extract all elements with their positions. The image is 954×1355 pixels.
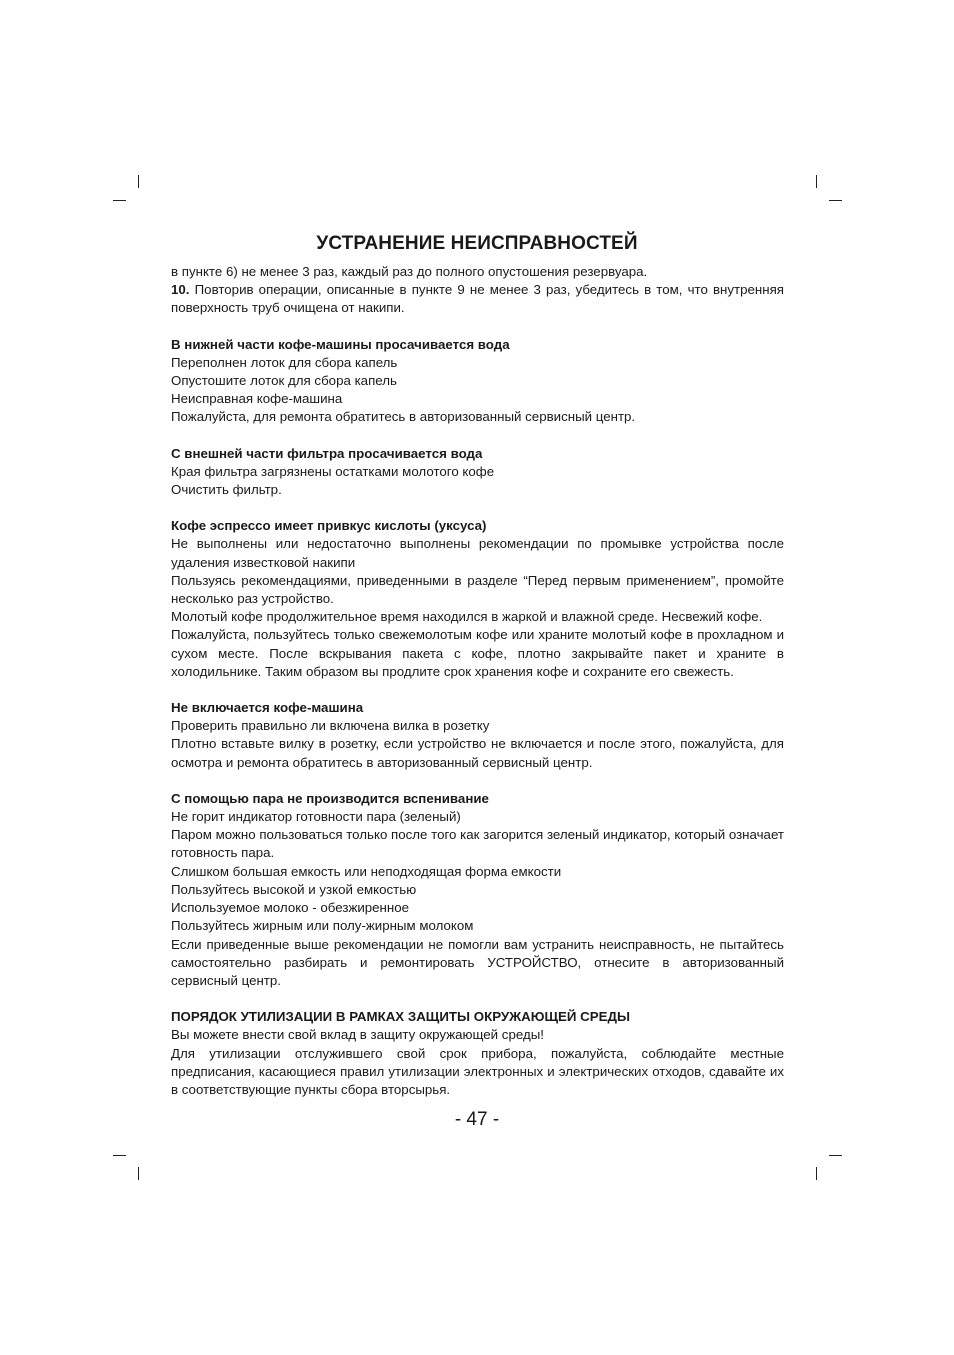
section-line: Опустошите лоток для сбора капель bbox=[171, 373, 397, 389]
section-disposal bbox=[171, 1008, 784, 1099]
page-title: УСТРАНЕНИЕ НЕИСПРАВНОСТЕЙ bbox=[316, 233, 638, 254]
section-heading: ПОРЯДОК УТИЛИЗАЦИИ В РАМКАХ ЗАЩИТЫ ОКРУЖАЮЩЕЙ СРЕДЫ bbox=[171, 1009, 631, 1025]
section-no-power bbox=[171, 699, 784, 772]
section-line: Плотно вставьте вилку в розетку, если устройство не включается и после этого, пожалуйста, для осмотра и ремонта обратитесь в авторизованный сервисный центр. bbox=[171, 736, 784, 770]
section-line: Не горит индикатор готовности пара (зеленый) bbox=[171, 809, 461, 825]
crop-mark-top-left-horizontal bbox=[113, 200, 126, 201]
section-line: Вы можете внести свой вклад в защиту окружающей среды! bbox=[171, 1027, 544, 1043]
section-water-filter bbox=[171, 445, 784, 500]
crop-mark-bottom-right-vertical bbox=[816, 1167, 817, 1180]
section-line: Переполнен лоток для сбора капель bbox=[171, 354, 398, 370]
section-line: Паром можно пользоваться только после того как загорится зеленый индикатор, который означает готовность пара. bbox=[171, 827, 784, 861]
section-line: Края фильтра загрязнены остатками молотого кофе bbox=[171, 463, 495, 479]
section-no-froth bbox=[171, 790, 784, 990]
crop-mark-bottom-left-horizontal bbox=[113, 1155, 126, 1156]
section-line: Неисправная кофе-машина bbox=[171, 391, 343, 407]
section-sour-taste bbox=[171, 517, 784, 681]
page-content bbox=[171, 263, 784, 1099]
section-line: Если приведенные выше рекомендации не помогли вам устранить неисправность, не пытайтесь самостоятельно разбирать и ремонтировать УСТРОЙСТВО, отнесите в авторизованный сервисный центр. bbox=[171, 936, 784, 988]
section-heading: В нижней части кофе-машины просачивается вода bbox=[171, 336, 510, 352]
intro-step-10 bbox=[171, 281, 784, 317]
section-line: Пользуйтесь жирным или полу-жирным молоком bbox=[171, 918, 474, 934]
section-line: Пожалуйста, для ремонта обратитесь в авторизованный сервисный центр. bbox=[171, 409, 636, 425]
section-line: Используемое молоко - обезжиренное bbox=[171, 900, 410, 916]
section-line: Очистить фильтр. bbox=[171, 482, 282, 498]
crop-mark-top-right-horizontal bbox=[829, 200, 842, 201]
section-heading: С помощью пара не производится вспенивание bbox=[171, 790, 489, 806]
crop-mark-top-left-vertical bbox=[138, 175, 139, 188]
section-heading: Кофе эспрессо имеет привкус кислоты (уксуса) bbox=[171, 518, 487, 534]
section-line: Слишком большая емкость или неподходящая форма емкости bbox=[171, 863, 562, 879]
section-line: Не выполнены или недостаточно выполнены рекомендации по промывке устройства после удаления известковой накипи bbox=[171, 536, 784, 570]
step-text: Повторив операции, описанные в пункте 9 не менее 3 раз, убедитесь в том, что внутренняя поверхность труб очищена от накипи. bbox=[171, 282, 784, 316]
crop-mark-bottom-right-horizontal bbox=[829, 1155, 842, 1156]
intro-line: в пункте 6) не менее 3 раз, каждый раз до полного опустошения резервуара. bbox=[171, 264, 648, 279]
section-line: Пожалуйста, пользуйтесь только свежемолотым кофе или храните молотый кофе в прохладном и сухом месте. После вскрывания пакета с кофе, плотно закрывайте пакет и храните в холодильнике. Таким образом вы продлите срок хранения кофе и сохраните его свежесть. bbox=[171, 627, 784, 679]
section-line: Пользуясь рекомендациями, приведенными в разделе “Перед первым применением”, промойте несколько раз устройство. bbox=[171, 572, 784, 607]
crop-mark-top-right-vertical bbox=[816, 175, 817, 188]
step-number: 10. bbox=[171, 282, 190, 298]
page-number: - 47 - bbox=[454, 1109, 500, 1130]
section-line: Проверить правильно ли включена вилка в розетку bbox=[171, 718, 490, 734]
section-heading: С внешней части фильтра просачивается вода bbox=[171, 445, 483, 461]
section-line: Молотый кофе продолжительное время находился в жаркой и влажной среде. Несвежий кофе. bbox=[171, 609, 763, 625]
section-line: Для утилизации отслужившего свой срок прибора, пожалуйста, соблюдайте местные предписания, касающиеся правил утилизации электронных и электрических отходов, сдавайте их в соответствующие пункты сбора вторсырья. bbox=[171, 1045, 784, 1097]
section-line: Пользуйтесь высокой и узкой емкостью bbox=[171, 881, 417, 897]
section-heading: Не включается кофе-машина bbox=[171, 700, 364, 716]
section-water-bottom bbox=[171, 336, 784, 427]
crop-mark-bottom-left-vertical bbox=[138, 1167, 139, 1180]
